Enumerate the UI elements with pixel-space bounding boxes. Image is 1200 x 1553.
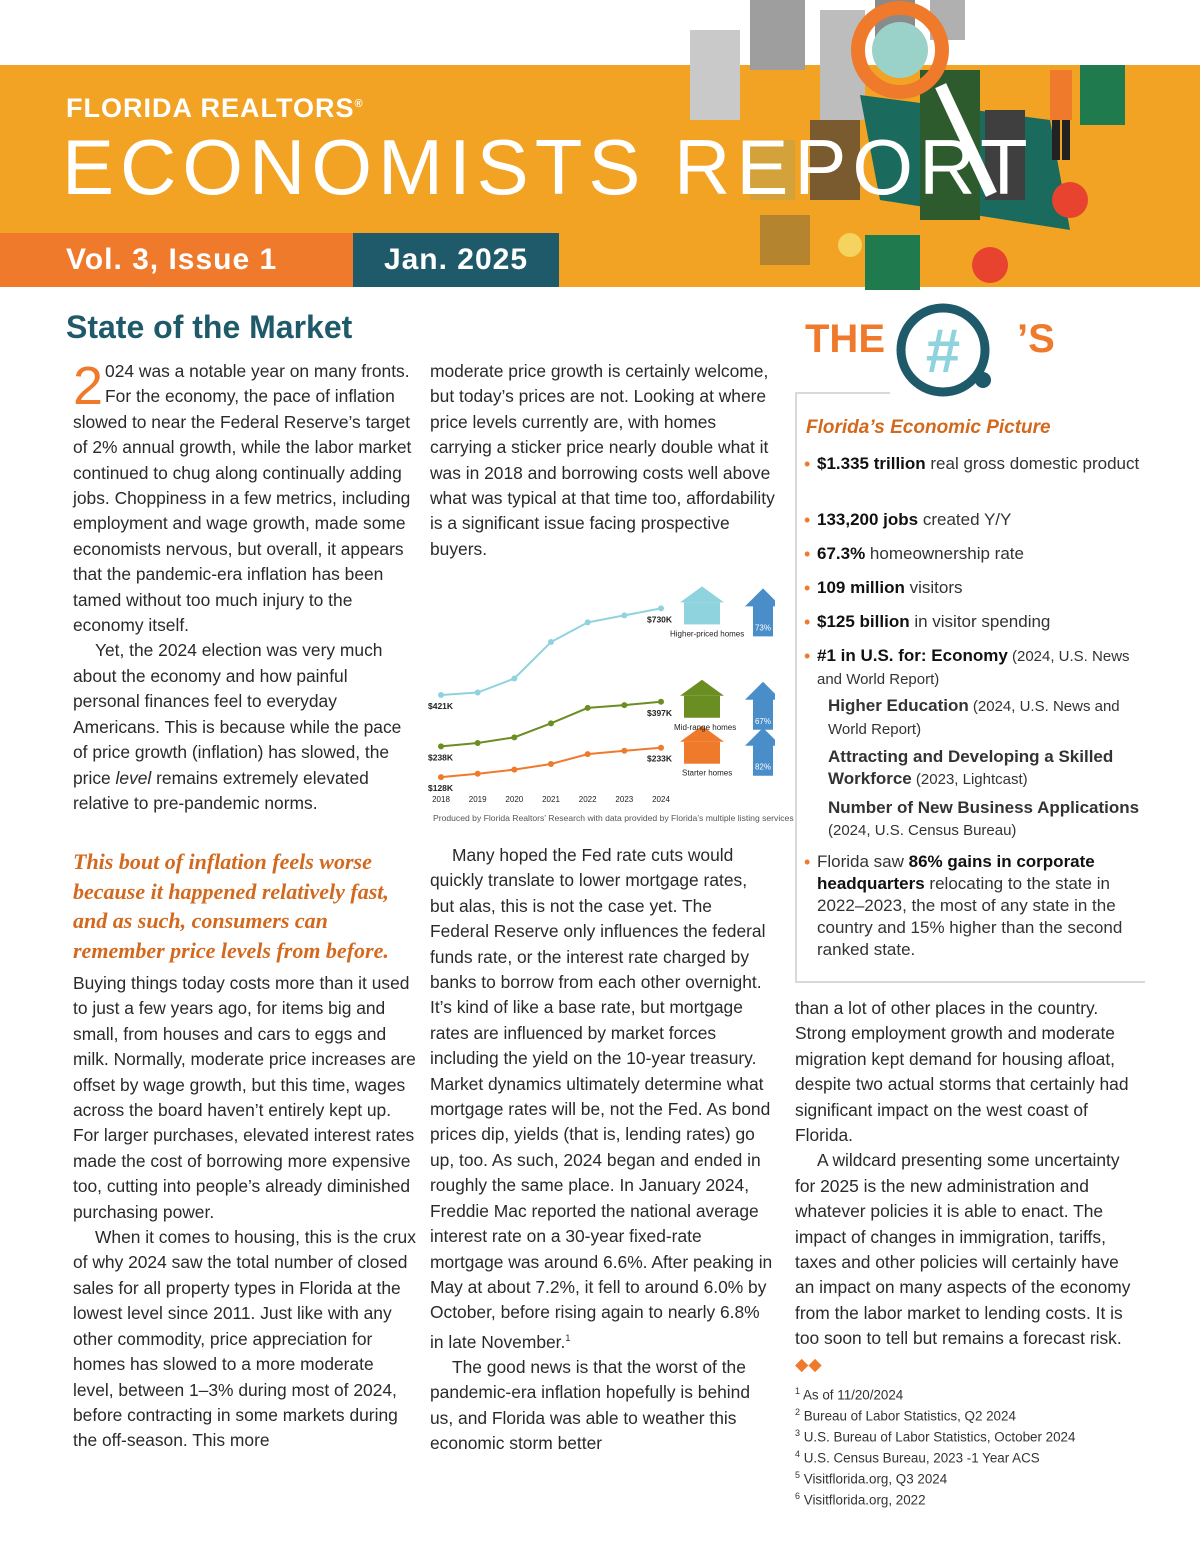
footnote: $^5$ Visitflorida.org, Q3 2024 (795, 1470, 948, 1487)
stat-item: • $1.335 trillion real gross domestic product (804, 454, 1140, 474)
box-border-bottom (795, 981, 1145, 983)
x-tick-label: 2018 (432, 795, 450, 804)
house-icon (684, 602, 720, 624)
ranking-item: Higher Education (2024, U.S. News and World Report) (828, 696, 1120, 738)
paragraph-9: A wildcard presenting some uncertainty for 2025 is the new administration and whatever policies it is able to enact. The impact of changes in immigration, tariffs, taxes and other policies will certainly have an impact on many aspects of the economy from the labor market to lending costs. It is too soon to tell but remains a forecast risk. ◆◆ (795, 1150, 1131, 1374)
data-point (475, 740, 481, 746)
hash-glyph: # (925, 317, 961, 386)
paragraph-2: Yet, the 2024 election was very much about the economy and how painful personal finances feel to everyday Americans. This is because while the pace of price growth (inflation) has slowed, the price level remains extremely elevated relative to pre-pandemic norms. (73, 640, 402, 813)
column-2-bottom (430, 843, 775, 1457)
data-point (621, 702, 627, 708)
data-point (548, 761, 554, 767)
end-value-label: $730K (647, 614, 673, 625)
chart-credit: Produced by Florida Realtors’ Research with data provided by Florida’s multiple listing services (433, 813, 794, 823)
change-label: 82% (754, 762, 772, 772)
end-value-label: $233K (647, 753, 673, 764)
org-name: FLORIDA REALTORS® (66, 93, 364, 123)
data-point (548, 720, 554, 726)
footnote: $^1$ As of 11/20/2024 (795, 1386, 904, 1403)
paragraph-7: The good news is that the worst of the pandemic-era inflation hopefully is behind us, and Florida was able to weather this economic storm better (430, 1356, 750, 1454)
data-point (438, 692, 444, 698)
paragraph-1: 2 024 was a notable year on many fronts. For the economy, the pace of inflation slowed to near the Federal Reserve’s target of 2% annual growth, while the labor market continued to chug along continually adding jobs. Choppiness in a few metrics, including employment and wage growth, made some economists nervous, but overall, it appears that the pandemic-era inflation has been tamed without too much injury to the economy itself. (73, 356, 412, 636)
house-icon (680, 586, 724, 602)
series-name-label: Starter homes (682, 768, 733, 778)
column-3 (795, 996, 1140, 1377)
x-tick-label: 2020 (505, 795, 524, 804)
x-tick-label: 2019 (468, 795, 487, 804)
footnote: $^3$ U.S. Bureau of Labor Statistics, October 2024 (795, 1428, 1076, 1445)
report-title: ECONOMISTS REPORT (62, 123, 1034, 211)
data-point (621, 748, 627, 754)
paragraph-8: than a lot of other places in the country. Strong employment growth and moderate migration kept demand for housing afloat, despite two actual storms that certainly had significant impact on the west coast of Florida. (795, 998, 1129, 1146)
data-point (585, 705, 591, 711)
numbers-title-the: THE (805, 317, 885, 361)
data-point (438, 774, 444, 780)
data-point (475, 690, 481, 696)
data-point (511, 734, 517, 740)
data-point (658, 699, 664, 705)
paragraph-3: Buying things today costs more than it used to just a few years ago, for items big and small, from houses and cars to eggs and milk. Normally, moderate price increases are offset by wage growth, but this time, wages across the board haven’t entirely kept up. For larger purchases, elevated interest rates made the cost of borrowing more expensive too, cutting into people’s already diminished purchasing power. (73, 973, 416, 1222)
article-heading: State of the Market (66, 309, 353, 345)
numbers-title-s: ’S (1017, 317, 1055, 361)
data-point (621, 612, 627, 618)
data-point (475, 771, 481, 777)
data-point (658, 605, 664, 611)
stat-item: • 109 million visitors (804, 578, 963, 598)
paragraph-6: Many hoped the Fed rate cuts would quickly translate to lower mortgage rates, but alas, this is not the case yet. The Federal Reserve only influences the federal funds rate, or the interest rate charged by banks to borrow from each other overnight. It’s kind of like a base rate, but mortgage rates are influenced by market forces including the yield on the 10-year treasury. Market dynamics ultimately determine what mortgage rates will be, not the Fed. As bond prices dip, yields (that is, lending rates) go up, too. As such, 2024 began and ended in roughly the same place. In January 2024, Freddie Mac reported the national average interest rate on a 30-year fixed-rate mortgage was around 6.6%. After peaking in May at about 7.2%, it fell to around 6.0% by October, before rising again to nearly 6.8% in late November.$^1$ (430, 845, 773, 1352)
end-value-label: $397K (647, 707, 673, 718)
house-icon (680, 680, 724, 696)
column-2-top (430, 359, 775, 562)
data-point (585, 751, 591, 757)
box-border-left (795, 392, 797, 982)
home-price-chart (425, 580, 775, 812)
house-icon (684, 696, 720, 718)
footnote: $^2$ Bureau of Labor Statistics, Q2 2024 (795, 1407, 1016, 1424)
data-point (585, 619, 591, 625)
series-name-label: Higher-priced homes (670, 629, 745, 639)
x-tick-label: 2021 (542, 795, 560, 804)
start-value-label: $238K (428, 752, 454, 763)
series-line (441, 608, 661, 695)
start-value-label: $421K (428, 701, 454, 712)
change-label: 73% (754, 623, 772, 633)
stat-item: • 67.3% homeownership rate (804, 544, 1024, 564)
column-1-top (73, 356, 418, 816)
stat-item: • Florida saw 86% gains in corporate headquarters relocating to the state in 2022–2023, the most of any state in the country and 15% higher than the second ranked state. (804, 852, 1123, 959)
stat-item: • $125 billion in visitor spending (804, 612, 1051, 632)
paragraph-4: When it comes to housing, this is the crux of why 2024 saw the total number of closed sales for all property types in Florida at the lowest level since 2011. Just like with any other commodity, price appreciation for homes has slowed to a more moderate level, between 1–3% during most of 2024, before contracting in some markets during the off-season. This more (73, 1227, 416, 1451)
footnote: $^4$ U.S. Census Bureau, 2023 -1 Year ACS (795, 1449, 1040, 1466)
change-label: 67% (754, 716, 772, 726)
paragraph-5: moderate price growth is certainly welcome, but today’s prices are not. Looking at where price levels currently are, with homes carrying a sticker price nearly double what it was in 2018 and borrowing costs well above what was typical at that time too, affordability is a significant issue facing prospective buyers. (430, 361, 775, 559)
end-mark: ◆◆ (795, 1353, 822, 1374)
ranking-item: Attracting and Developing a Skilled Workforce (2023, Lightcast) (828, 747, 1114, 788)
footnote: $^6$ Visitflorida.org, 2022 (795, 1491, 926, 1508)
drop-cap: 2 (73, 356, 104, 416)
column-1-bottom (73, 971, 418, 1454)
pull-quote: This bout of inflation feels worse because it happened relatively fast, and as such, consumers can remember price levels from before. (73, 849, 389, 963)
x-tick-label: 2022 (578, 795, 597, 804)
volume-label: Vol. 3, Issue 1 (0, 233, 353, 287)
start-value-label: $128K (428, 783, 454, 794)
box-border-top (795, 392, 890, 394)
stat-item: • 133,200 jobs created Y/Y (804, 510, 1012, 530)
hash-icon (895, 300, 1005, 400)
x-tick-label: 2023 (615, 795, 634, 804)
data-point (548, 639, 554, 645)
numbers-heading: Florida’s Economic Picture (806, 417, 1051, 438)
house-icon (684, 742, 720, 764)
data-point (511, 675, 517, 681)
ranking-item: Number of New Business Applications (2024, U.S. Census Bureau) (828, 798, 1140, 839)
stat-item: • #1 in U.S. for: Economy (2024, U.S. News and World Report) (804, 646, 1130, 688)
x-tick-label: 2024 (652, 795, 670, 804)
series-name-label: Mid-range homes (674, 722, 737, 732)
data-point (511, 767, 517, 773)
data-point (658, 745, 664, 751)
data-point (438, 743, 444, 749)
issue-date: Jan. 2025 (353, 233, 559, 287)
